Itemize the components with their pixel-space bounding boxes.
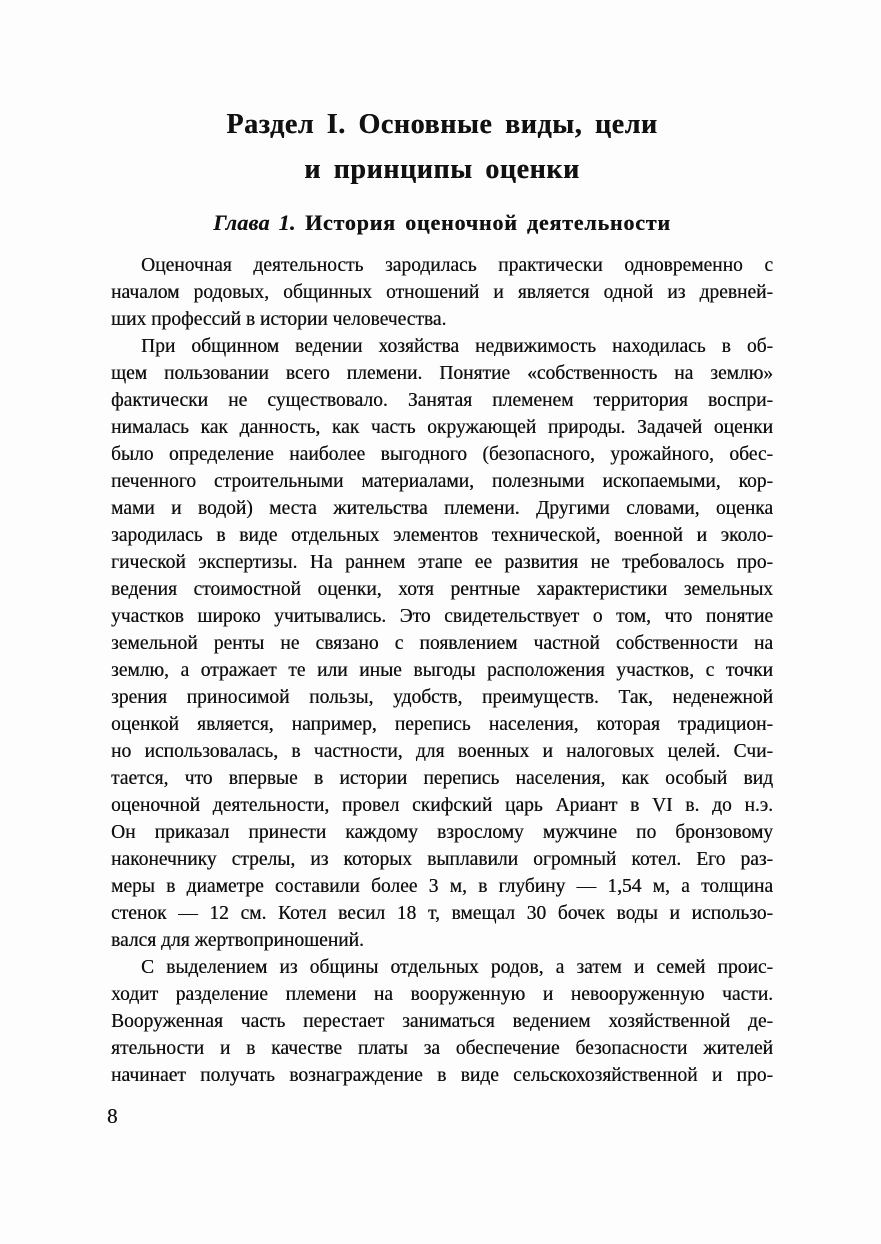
text-line: щем пользовании всего племени. Понятие «собственность на землю» <box>111 363 773 384</box>
text-line: участков широко учитывались. Это свидетельствует о том, что понятие <box>111 606 773 627</box>
text-line: землю, а отражает те или иные выгоды расположения участков, с точки <box>111 660 773 681</box>
text-line: начинает получать вознаграждение в виде сельскохозяйственной и про- <box>111 1065 773 1086</box>
text-line: ятельности и в качестве платы за обеспечение безопасности жителей <box>111 1038 773 1059</box>
text-line: стенок — 12 см. Котел весил 18 т, вмещал 30 бочек воды и использо- <box>111 903 773 924</box>
text-line: Оценочная деятельность зародилась практически одновременно с <box>141 255 773 276</box>
text-line: зародилась в виде отдельных элементов технической, военной и эколо- <box>111 525 773 546</box>
text-line: но использовалась, в частности, для военных и налоговых целей. Счи- <box>111 741 773 762</box>
text-line: С выделением из общины отдельных родов, а затем и семей проис- <box>141 957 773 978</box>
text-line: началом родовых, общинных отношений и является одной из древней- <box>111 282 773 303</box>
chapter-heading <box>111 208 773 238</box>
paragraph <box>111 954 773 1089</box>
text-line: фактически не существовало. Занятая племенем территория воспри- <box>111 390 773 411</box>
text-line: мами и водой) места жительства племени. Другими словами, оценка <box>111 498 773 519</box>
chapter-label: Глава 1. <box>213 210 296 235</box>
text-line: ходит разделение племени на вооруженную и невооруженную части. <box>111 984 773 1005</box>
text-line: вался для жертвоприношений. <box>111 930 364 951</box>
text-line: При общинном ведении хозяйства недвижимость находилась в об- <box>141 336 773 357</box>
text-line: ших профессий в истории человечества. <box>111 309 447 330</box>
text-line: зрения приносимой пользы, удобств, преимуществ. Так, неденежной <box>111 687 773 708</box>
text-line: наконечнику стрелы, из которых выплавили огромный котел. Его раз- <box>111 849 773 870</box>
section-title-line-1: Раздел I. Основные виды, цели <box>226 109 658 140</box>
text-line: гической экспертизы. На раннем этапе ее развития не требовалось про- <box>111 552 773 573</box>
text-line: Вооруженная часть перестает заниматься ведением хозяйственной де- <box>111 1011 773 1032</box>
page-number: 8 <box>107 1104 118 1128</box>
body-text <box>111 252 773 1089</box>
text-line: тается, что впервые в истории перепись населения, как особый вид <box>111 768 773 789</box>
text-line: оценкой является, например, перепись населения, которая традицион- <box>111 714 773 735</box>
section-title-line-2: и принципы оценки <box>304 154 580 185</box>
text-line: земельной ренты не связано с появлением частной собственности на <box>111 633 773 654</box>
paragraph <box>111 252 773 333</box>
text-line: ведения стоимостной оценки, хотя рентные характеристики земельных <box>111 579 773 600</box>
text-line: нималась как данность, как часть окружающей природы. Задачей оценки <box>111 417 773 438</box>
section-title <box>111 102 773 192</box>
text-line: меры в диаметре составили более 3 м, в глубину — 1,54 м, а толщина <box>111 876 773 897</box>
chapter-title: История оценочной деятельности <box>305 210 671 235</box>
paragraph <box>111 333 773 954</box>
text-line: было определение наиболее выгодного (безопасного, урожайного, обес- <box>111 444 773 465</box>
text-line: Он приказал принести каждому взрослому мужчине по бронзовому <box>111 822 773 843</box>
text-line: оценочной деятельности, провел скифский царь Ариант в VI в. до н.э. <box>111 795 773 816</box>
text-line: печенного строительными материалами, полезными ископаемыми, кор- <box>111 471 773 492</box>
